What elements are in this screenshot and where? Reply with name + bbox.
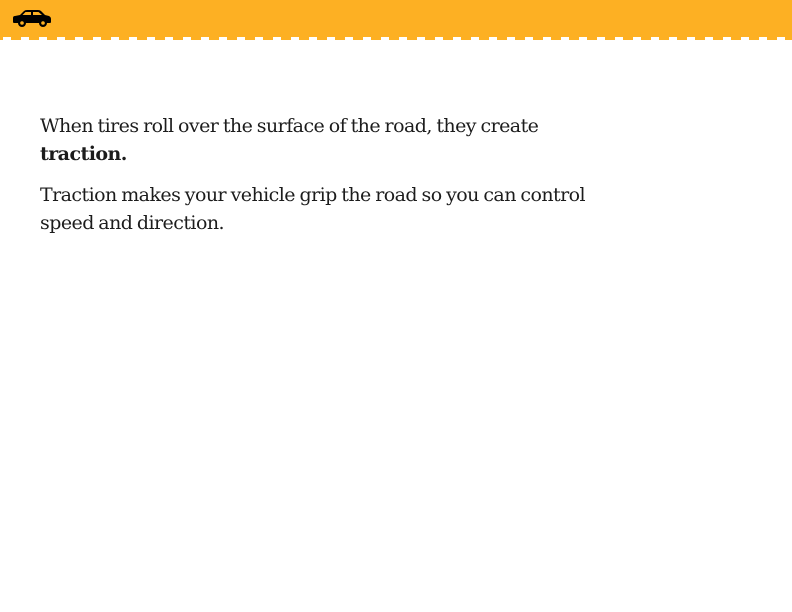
paragraph-traction-intro [40,112,600,168]
paragraph-traction-explanation: Traction makes your vehicle grip the road so you can control speed and direction. [40,184,586,234]
slide-body [40,112,600,250]
header-bar [0,0,792,40]
paragraph-text: When tires roll over the surface of the road, they create [40,115,539,137]
header-dashed-edge [0,35,792,40]
emphasis-term: traction. [40,143,127,165]
car-icon [11,8,53,28]
